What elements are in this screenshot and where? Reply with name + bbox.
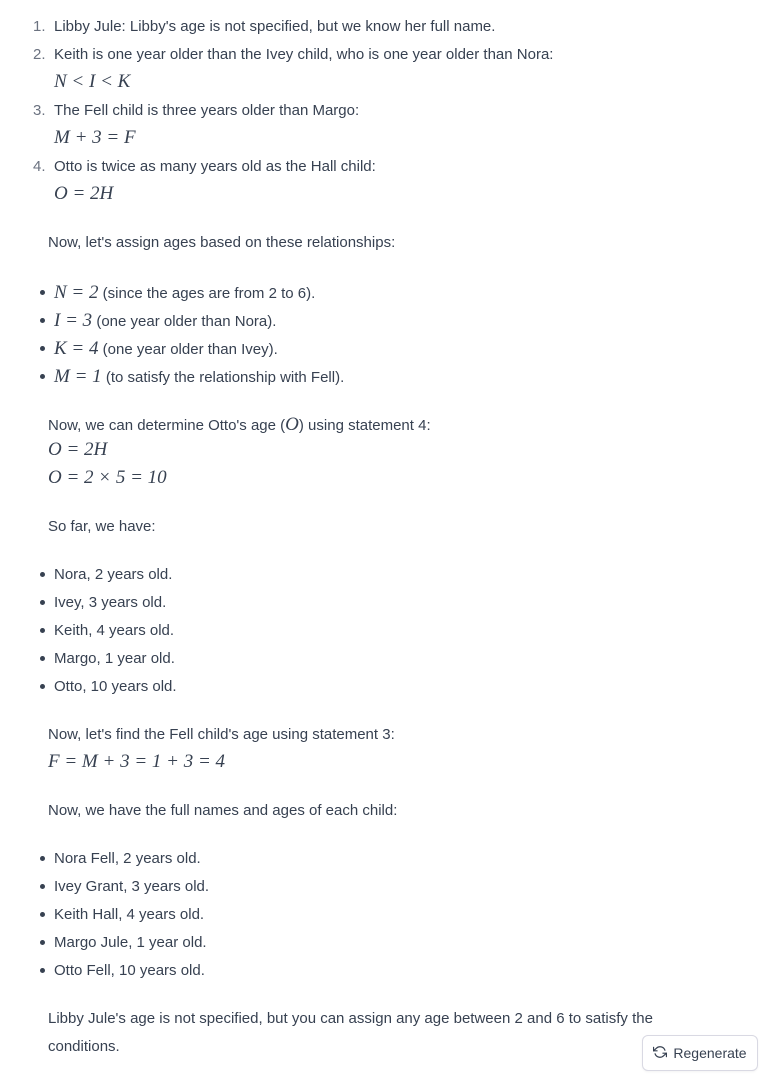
bullet-dot bbox=[40, 290, 45, 295]
bullet-dot bbox=[40, 684, 45, 689]
bullet-dot bbox=[40, 968, 45, 973]
list-item bbox=[0, 650, 760, 678]
paragraph: Now, we have the full names and ages of each child: bbox=[48, 802, 398, 819]
list-text: (since the ages are from 2 to 6). bbox=[98, 285, 316, 302]
list-text: (one year older than Ivey). bbox=[98, 341, 278, 358]
list-text: Keith, 4 years old. bbox=[54, 622, 175, 639]
list-text: Nora, 2 years old. bbox=[54, 566, 173, 583]
paragraph: Libby Jule's age is not specified, but you can assign any age between 2 and 6 to satisfy the bbox=[48, 1010, 653, 1027]
inline-equation: O bbox=[285, 414, 299, 435]
paragraph: Now, let's find the Fell child's age using statement 3: bbox=[48, 726, 395, 743]
paragraph: conditions. bbox=[48, 1038, 120, 1055]
paragraph bbox=[48, 414, 431, 436]
list-text: Libby Jule: Libby's age is not specified, but we know her full name. bbox=[54, 18, 496, 35]
regenerate-button[interactable] bbox=[642, 1035, 758, 1071]
list-item bbox=[0, 678, 760, 706]
list-text: Otto is twice as many years old as the Hall child: bbox=[54, 158, 376, 175]
list-item bbox=[0, 28, 760, 63]
list-text: Keith Hall, 4 years old. bbox=[54, 906, 205, 923]
bullet-dot bbox=[40, 318, 45, 323]
list-item bbox=[0, 878, 760, 906]
list-item bbox=[0, 566, 760, 594]
list-text: Margo Jule, 1 year old. bbox=[54, 934, 207, 951]
equation: F = M + 3 = 1 + 3 = 4 bbox=[48, 751, 226, 772]
paragraph-text: Now, we can determine Otto's age ( bbox=[48, 417, 286, 434]
paragraph: So far, we have: bbox=[48, 518, 156, 535]
paragraph-text: ) using statement 4: bbox=[298, 417, 431, 434]
bullet-dot bbox=[40, 628, 45, 633]
list-text: Otto Fell, 10 years old. bbox=[54, 962, 205, 979]
bullet-dot bbox=[40, 856, 45, 861]
bullet-dot bbox=[40, 374, 45, 379]
paragraph: Now, let's assign ages based on these relationships: bbox=[48, 234, 396, 251]
equation: O = 2 × 5 = 10 bbox=[48, 467, 167, 488]
bullet-dot bbox=[40, 884, 45, 889]
list-number: 3. bbox=[33, 102, 46, 119]
bullet-dot bbox=[40, 912, 45, 917]
list-text: Margo, 1 year old. bbox=[54, 650, 175, 667]
bullet-dot bbox=[40, 600, 45, 605]
list-number: 2. bbox=[33, 46, 46, 63]
list-item bbox=[0, 338, 760, 366]
list-text: Nora Fell, 2 years old. bbox=[54, 850, 201, 867]
equation: N < I < K bbox=[54, 71, 131, 92]
list-text: The Fell child is three years older than Margo: bbox=[54, 102, 360, 119]
bullet-dot bbox=[40, 346, 45, 351]
list-text: Keith is one year older than the Ivey child, who is one year older than Nora: bbox=[54, 46, 554, 63]
list-item bbox=[0, 850, 760, 878]
inline-equation: M = 1 bbox=[54, 366, 102, 387]
list-item bbox=[0, 934, 760, 962]
list-item bbox=[0, 906, 760, 934]
list-text: (one year older than Nora). bbox=[92, 313, 277, 330]
list-item bbox=[0, 282, 760, 310]
equation: M + 3 = F bbox=[54, 127, 136, 148]
equation: O = 2H bbox=[54, 183, 114, 204]
list-item bbox=[0, 594, 760, 622]
inline-equation: K = 4 bbox=[54, 338, 99, 359]
regenerate-label: Regenerate bbox=[673, 1045, 747, 1061]
list-item bbox=[0, 622, 760, 650]
inline-equation: I = 3 bbox=[54, 310, 93, 331]
list-item bbox=[0, 310, 760, 338]
list-text: (to satisfy the relationship with Fell). bbox=[101, 369, 345, 386]
bullet-dot bbox=[40, 572, 45, 577]
list-item bbox=[0, 0, 760, 35]
list-text: Ivey, 3 years old. bbox=[54, 594, 167, 611]
list-item bbox=[0, 366, 760, 394]
bullet-dot bbox=[40, 656, 45, 661]
list-text: Otto, 10 years old. bbox=[54, 678, 177, 695]
inline-equation: N = 2 bbox=[54, 282, 99, 303]
list-text: Ivey Grant, 3 years old. bbox=[54, 878, 210, 895]
bullet-dot bbox=[40, 940, 45, 945]
refresh-icon bbox=[653, 1045, 667, 1062]
list-number: 4. bbox=[33, 158, 46, 175]
list-item bbox=[0, 140, 760, 175]
list-number: 1. bbox=[33, 18, 46, 35]
equation: O = 2H bbox=[48, 439, 108, 460]
list-item bbox=[0, 962, 760, 990]
list-item bbox=[0, 84, 760, 119]
